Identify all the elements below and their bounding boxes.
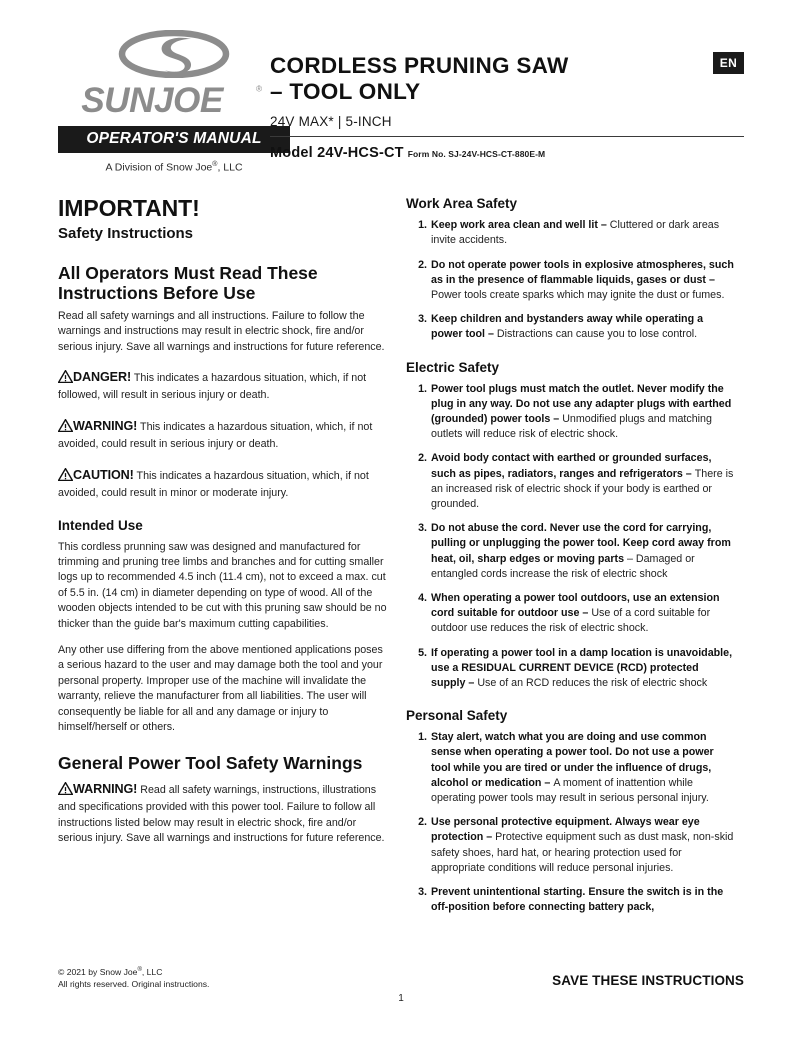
svg-text:SUNJOE: SUNJOE (81, 81, 223, 121)
save-instructions-note: SAVE THESE INSTRUCTIONS (552, 973, 744, 988)
intended-use-paragraph-2: Any other use differing from the above mentioned applications poses a serious hazard to the user and may damage both the tool and your personal property. Improper use of the machine will invalidate the warranty, relieve the manufacturer from all liabilities. The user will consequently be liable for all and any damage or injury to himself/herself or others. (58, 643, 383, 733)
list-item (431, 218, 736, 248)
danger-text: This indicates a hazardous situation, which, if not followed, will result in serious injury or death. (58, 371, 367, 402)
product-title-line2: – TOOL ONLY (270, 79, 421, 105)
list-item-lead: When operating a power tool outdoors, use an extension cord suitable for outdoor use – (431, 591, 720, 620)
right-column (406, 196, 736, 915)
list-item-lead: Avoid body contact with earthed or grounded surfaces, such as pipes, radiators, ranges and refrigerators – (431, 452, 712, 480)
warning-triangle-icon (58, 468, 73, 486)
list-item (431, 312, 736, 342)
list-item-lead: Prevent unintentional starting. Ensure the switch is in the off-position before connecting battery pack, (431, 885, 724, 914)
list-item (431, 730, 736, 806)
intended-use-heading: Intended Use (58, 518, 143, 534)
division-text: A Division of Snow Joe (105, 161, 213, 174)
list-item (431, 451, 736, 512)
copyright-suffix: , LLC (141, 967, 163, 977)
list-item-rest: Distractions can cause you to lose control. (496, 328, 698, 341)
list-item-rest: A moment of inattention while operating power tools may result in serious personal injury. (431, 776, 709, 804)
warning-label: WARNING! (73, 418, 138, 433)
left-column (58, 196, 388, 847)
list-item (431, 815, 736, 876)
warning-triangle-icon (58, 419, 73, 437)
header-divider (270, 136, 744, 137)
section-heading-electric-safety: Electric Safety (406, 359, 500, 375)
copyright-block (58, 966, 209, 990)
language-badge: EN (713, 52, 744, 74)
product-subtitle: 24V MAX* | 5-INCH (270, 114, 392, 130)
list-item-rest: Cluttered or dark areas invite accidents. (431, 219, 720, 247)
list-item-lead: Keep work area clean and well lit – (431, 219, 610, 232)
model-line (270, 144, 744, 162)
product-title-line1: CORDLESS PRUNING SAW (270, 53, 569, 78)
copyright-line-2: All rights reserved. Original instructions. (58, 979, 210, 990)
must-read-body: Read all safety warnings and all instructions. Failure to follow the warnings and instructions may result in electric shock, fire and/or serious injury. Save all warnings and instructions for future reference. (58, 309, 385, 353)
copyright-line-1 (58, 966, 209, 978)
electric-safety-list (406, 382, 736, 691)
list-item-lead: If operating a power tool in a damp location is unavoidable, use a RESIDUAL CURRENT DEVICE (RCD) protected supply – (431, 646, 733, 689)
warning-text: This indicates a hazardous situation, which, if not avoided, could result in serious injury or death. (58, 420, 373, 451)
brand-block (58, 30, 290, 174)
section-heading-personal-safety: Personal Safety (406, 708, 508, 724)
list-item-rest: Use of an RCD reduces the risk of electric shock (477, 676, 708, 689)
model-name: Model 24V-HCS-CT (270, 145, 404, 162)
list-item (431, 521, 736, 582)
page-footer (58, 966, 744, 1016)
caution-notice (58, 466, 388, 502)
operators-manual-banner: OPERATOR'S MANUAL (58, 126, 290, 153)
registered-mark: ® (212, 161, 218, 168)
copyright-text: © 2021 by Snow Joe (58, 967, 138, 977)
safety-instructions-subheading: Safety Instructions (58, 224, 194, 242)
section-heading-work-area-safety: Work Area Safety (406, 196, 518, 211)
list-item-rest: There is an increased risk of electric shock if your body is earthed or grounded. (431, 467, 734, 510)
important-heading: IMPORTANT! (58, 195, 200, 221)
list-item-rest: Use of a cord suitable for outdoor use reduces the risk of electric shock. (431, 607, 711, 635)
list-item-rest: Unmodified plugs and matching outlets will reduce risk of electric shock. (431, 413, 712, 441)
division-suffix: , LLC (217, 161, 243, 174)
list-item-lead: Stay alert, watch what you are doing and use common sense when operating a power tool. Do not use a power tool while you are tired or under the influence of drugs, alcohol or medication – (431, 731, 714, 789)
danger-notice (58, 368, 388, 404)
danger-label: DANGER! (73, 369, 132, 384)
work-area-safety-list (406, 218, 736, 342)
list-item (431, 646, 736, 692)
list-item (431, 885, 736, 915)
list-item (431, 591, 736, 637)
list-item-lead: Do not abuse the cord. Never use the cord for carrying, pulling or unplugging the power tool. Keep cord away from heat, oil, sharp edges or moving parts (431, 522, 731, 565)
personal-safety-list (406, 730, 736, 915)
must-read-heading: All Operators Must Read These Instructions Before Use (58, 262, 318, 304)
list-item-lead: Use personal protective equipment. Always wear eye protection – (431, 816, 700, 844)
list-item-rest: Power tools create sparks which may ignite the dust or fumes. (431, 288, 725, 301)
intended-use-paragraph-1: This cordless prunning saw was designed and manufactured for trimming and pruning tree limbs and branches and for cutting smaller logs up to recommended 4.5 inch (11.4 cm), not to exceed a max. cut of 5.5 in. (14 cm) in diameter depending on type of wood. All of the wooden objects intended to be cut with this pruning saw should be no thicker than the guide bar's maximum cutting capabilities. (58, 540, 387, 630)
svg-text:®: ® (256, 83, 263, 94)
page-number: 1 (398, 993, 404, 1004)
general-warning-label: WARNING! (73, 781, 138, 796)
title-block (270, 53, 744, 162)
page-title (270, 53, 744, 105)
caution-text: This indicates a hazardous situation, which, if not avoided, could result in minor or moderate injury. (58, 469, 369, 499)
list-item-lead: Power tool plugs must match the outlet. Never modify the plug in any way. Do not use any adapter plugs with earthed (grounded) power tools – (431, 382, 732, 426)
sunjoe-swoosh-logo-icon (116, 30, 232, 78)
list-item-rest: Protective equipment such as dust mask, non-skid safety shoes, hard hat, or hearing protection used for appropriate conditions will reduce personal injuries. (431, 831, 734, 874)
warning-triangle-icon (58, 370, 73, 388)
sunjoe-wordmark (79, 80, 269, 122)
general-warning-text: Read all safety warnings, instructions, illustrations and specifications provided with this power tool. Failure to follow all instructions listed below may result in electric shock, fire and/or serious injury. Save all warnings and instructions for future reference. (58, 783, 385, 845)
division-line (58, 161, 290, 174)
list-item (431, 258, 736, 304)
general-warning-notice (58, 780, 388, 847)
warning-notice (58, 417, 388, 453)
page-header (58, 30, 744, 180)
list-item (431, 382, 736, 443)
list-item-lead: Do not operate power tools in explosive atmospheres, such as in the presence of flammable liquids, gases or dust – (431, 258, 734, 286)
list-item-rest: – Damaged or entangled cords increase the risk of electric shock (431, 552, 695, 580)
list-item-lead: Keep children and bystanders away while operating a power tool – (431, 313, 704, 341)
form-number: Form No. SJ-24V-HCS-CT-880E-M (407, 149, 546, 160)
registered-mark: ® (137, 967, 142, 974)
warning-triangle-icon (58, 782, 73, 800)
caution-label: CAUTION! (73, 467, 134, 482)
general-power-tool-safety-heading: General Power Tool Safety Warnings (58, 753, 363, 774)
